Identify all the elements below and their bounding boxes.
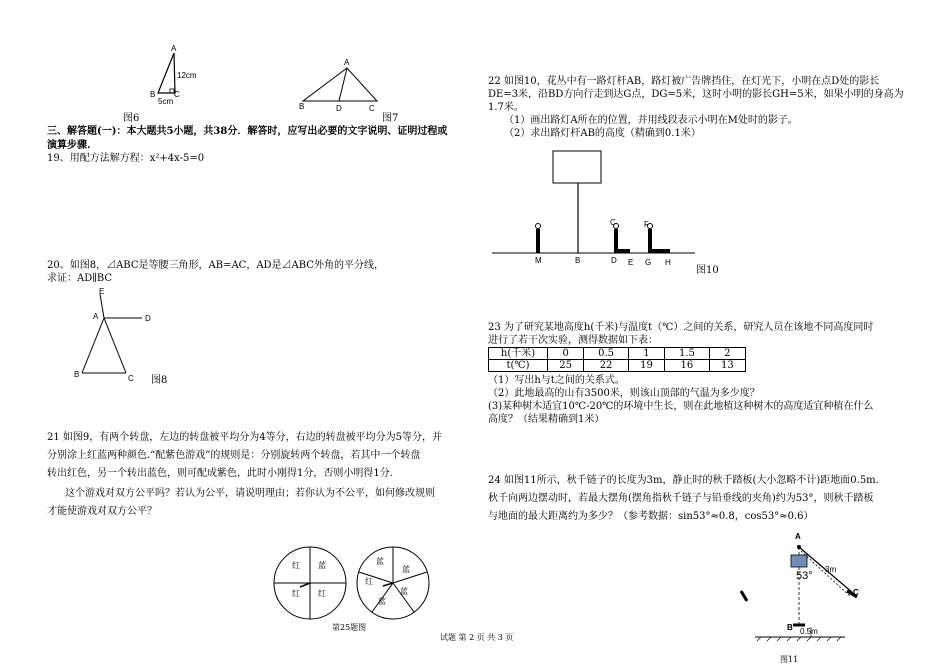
fig10-label-c: C — [610, 218, 616, 227]
table-cell: 0.5 — [584, 348, 629, 360]
spinner-right-sector-4: 蓝 — [400, 587, 408, 596]
fig10-label-g: G — [645, 258, 652, 267]
table-cell: 0 — [548, 348, 584, 360]
fig6-label-base: 5cm — [158, 97, 174, 106]
spinner-left-sector-4: 红 — [318, 589, 326, 598]
fig8-label-d: D — [145, 314, 151, 323]
fig10-label-b: B — [575, 256, 581, 265]
question-21-line2: 分别涂上红蓝两种颜色.“配紫色游戏”的规则是：分别旋转两个转盘，若其中一个转盘 — [47, 450, 421, 461]
fig11-label-c: C — [853, 588, 859, 597]
question-23-line2: 进行了若干次实验，测得数据如下表： — [488, 335, 658, 346]
spinner-left-sector-3: 红 — [292, 589, 300, 598]
fig6-label-b: B — [150, 90, 156, 99]
table-cell: 19 — [628, 360, 664, 372]
question-23-sub2: （2）此地最高的山有3500米，则该山顶部的气温为多少度？ — [488, 388, 760, 399]
question-22-line1: 22 如图10，花丛中有一路灯杆AB，路灯被广告牌挡住，在灯光下，小明在点D处的影长 — [488, 76, 880, 87]
fig10-label-d: D — [611, 256, 617, 265]
fig7-caption: 图7 — [382, 113, 399, 124]
question-23-sub3: (3)某种树木适宜10℃-20℃的环境中生长，则在此地植这种树木的高度适宜种植在什么 — [488, 401, 874, 412]
spinner-right-sector-2: 蓝 — [402, 565, 410, 574]
fig6-caption: 图6 — [123, 113, 140, 124]
table-cell: 13 — [709, 360, 745, 372]
fig8-label-c: C — [128, 374, 134, 383]
question-22-line2: DE=3米，沿BD方向行走到达G点，DG=5米，这时小明的影长GH=5米，如果小明的身高为 — [488, 89, 904, 100]
question-24-line1: 24 如图11所示，秋千链子的长度为3m，静止时的秋千踏板(大小忽略不计)距地面0.5m. — [488, 475, 879, 486]
question-24-line2: 秋千向两边摆动时，若最大摆角(摆角指秋千链子与铅垂线的夹角)约为53°，则秋千踏板 — [488, 493, 874, 504]
fig8-label-a: A — [93, 312, 99, 321]
table-cell: 1.5 — [665, 348, 710, 360]
table-cell: 1 — [628, 348, 664, 360]
fig8-caption: 图8 — [151, 375, 168, 386]
figure-6 — [140, 40, 220, 120]
fig7-label-c: C — [369, 104, 375, 113]
spinner-right-sector-5: 蓝 — [378, 597, 386, 606]
fig11-caption: 图11 — [780, 655, 799, 664]
question-21-line4: 这个游戏对双方公平吗？若认为公平，请说明理由；若你认为不公平，如何修改规则 — [65, 488, 435, 499]
spinner-left — [272, 545, 352, 625]
fig6-label-a: A — [171, 44, 177, 53]
question-22-sub1: （1）画出路灯A所在的位置，并用线段表示小明在M处时的影子。 — [504, 115, 798, 126]
section-heading-line2: 演算步骤. — [47, 140, 91, 151]
spinner-left-sector-1: 红 — [292, 561, 300, 570]
fig11-label-angle: 53° — [796, 570, 813, 582]
height-temperature-table — [488, 347, 746, 372]
fig11-label-b: B — [787, 623, 793, 632]
fig6-label-c: C — [174, 90, 180, 99]
fig7-label-b: B — [299, 102, 305, 111]
fig7-label-d: D — [336, 104, 342, 113]
question-21-line3: 转出红色，另一个转出蓝色，则可配成紫色，此时小刚得1分，否则小明得1分. — [47, 468, 393, 479]
fig6-label-side: 12cm — [177, 71, 197, 80]
fig10-label-m: M — [535, 256, 542, 265]
figure-7 — [295, 60, 395, 110]
question-20-line1: 20、如图8，⊿ABC是等腰三角形，AB=AC，AD是⊿ABC外角的平分线， — [47, 260, 384, 271]
fig10-label-f: F — [644, 220, 649, 229]
question-21-line5: 才能使游戏对双方公平？ — [47, 506, 157, 517]
question-20-line2: 求证：AD∥BC — [47, 273, 113, 284]
table-cell: 25 — [548, 360, 584, 372]
table-cell: h(千米) — [489, 348, 548, 360]
question-23-line1: 23 为了研究某地高度h(千米)与温度t（℃）之间的关系，研究人员在该地不同高度同时 — [488, 322, 874, 333]
fig11-label-height: 0.5m — [800, 627, 818, 636]
question-22-sub2: （2）求出路灯杆AB的高度（精确到0.1米） — [504, 128, 701, 139]
fig8-label-e: E — [99, 287, 105, 296]
section-heading-line1: 三、解答题(一)：本大题共5小题，共38分．解答时，应写出必要的文字说明、证明过程或 — [47, 126, 448, 137]
question-22-line3: 1.7米。 — [488, 102, 524, 113]
fig8-label-b: B — [74, 370, 80, 379]
table-row — [489, 348, 746, 360]
spinner-right-sector-1: 蓝 — [376, 557, 384, 566]
fig7-label-a: A — [344, 58, 350, 67]
fig11-label-a: A — [795, 532, 801, 541]
question-19: 19、用配方法解方程：x²+4x-5=0 — [47, 153, 205, 164]
question-23-sub4: 高度？（结果精确到1米） — [488, 414, 605, 425]
fig10-label-h: H — [665, 258, 671, 267]
table-cell: 16 — [665, 360, 710, 372]
spinner-left-sector-2: 蓝 — [318, 561, 326, 570]
table-cell: 22 — [584, 360, 629, 372]
question-21-line1: 21 如图9，有两个转盘，左边的转盘被平均分为4等分，右边的转盘被平均分为5等分，并 — [47, 432, 442, 443]
fig10-caption: 图10 — [696, 265, 719, 276]
table-cell: 2 — [709, 348, 745, 360]
fig9-caption: 第25题图 — [332, 623, 367, 632]
fig10-label-e: E — [628, 258, 634, 267]
question-24-line3: 与地面的最大距离约为多少？（参考数据：sin53°≈0.8，cos53°≈0.6） — [488, 511, 814, 522]
table-row — [489, 360, 746, 372]
fig11-label-chain: 3m — [825, 565, 837, 574]
table-cell: t(℃) — [489, 360, 548, 372]
spinner-right-sector-3: 红 — [365, 577, 373, 586]
question-23-sub1: （1）写出h与t之间的关系式。 — [488, 375, 625, 386]
page-footer: 试题 第 2 页 共 3 页 — [440, 633, 514, 642]
figure-10 — [490, 145, 700, 265]
